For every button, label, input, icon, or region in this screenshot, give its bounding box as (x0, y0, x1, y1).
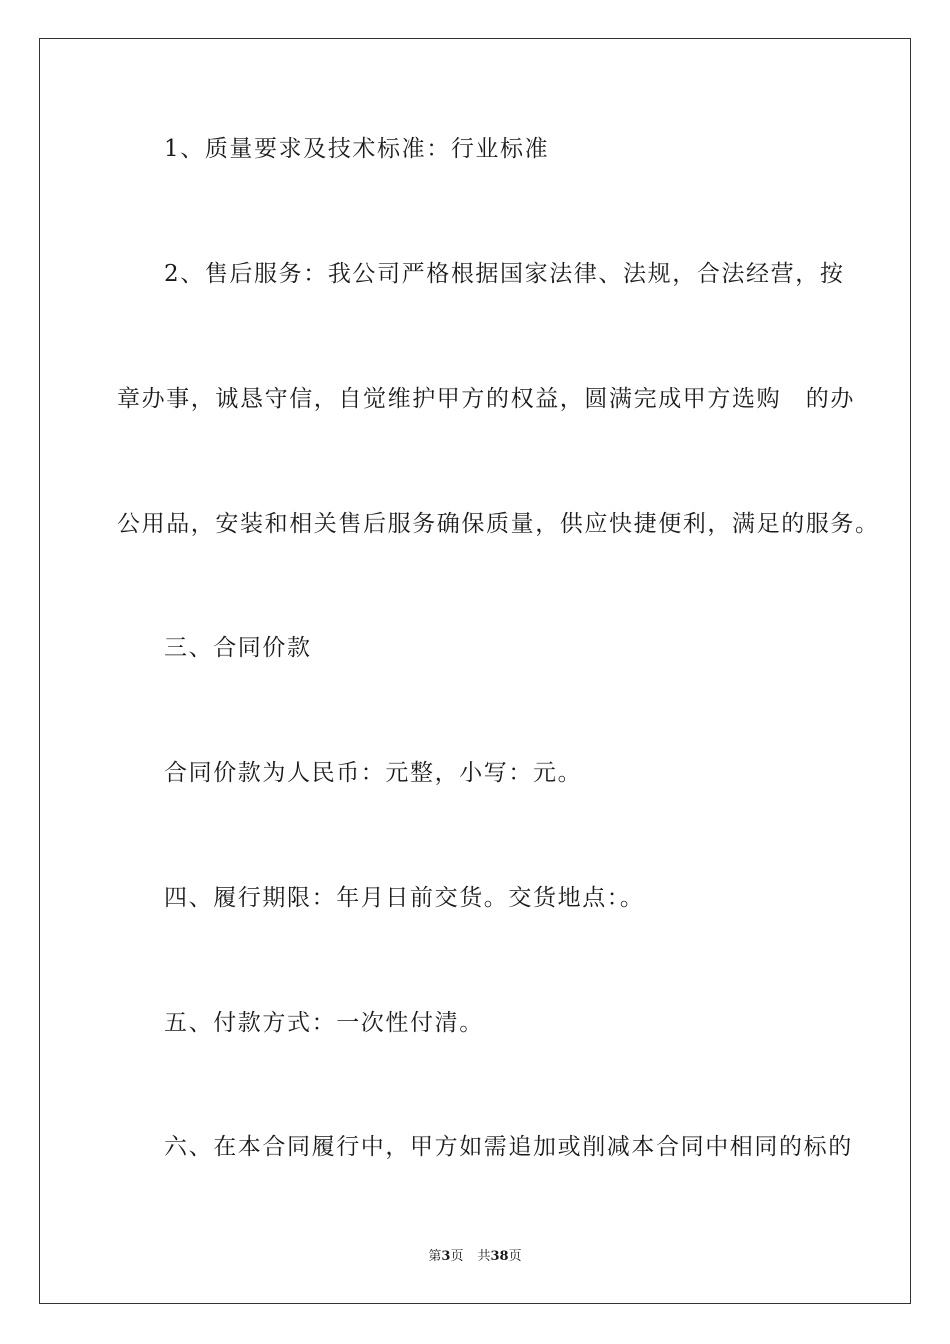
section-heading-contract-price: 三、合同价款 (164, 635, 312, 661)
footer-page-suffix: 页 (450, 1249, 464, 1264)
clause-performance-period: 四、履行期限：年月日前交货。交货地点：。 (164, 885, 645, 911)
clause-contract-adjustment: 六、在本合同履行中，甲方如需追加或削减本合同中相同的标的 (164, 1134, 853, 1160)
clause-after-sales-line-3: 公用品，安装和相关售后服务确保质量，供应快捷便利，满足的服务。 (117, 511, 880, 537)
clause-quality-standard: 1、质量要求及技术标准：行业标准 (164, 136, 550, 162)
footer-total-suffix: 页 (508, 1249, 522, 1264)
footer-total-pages: 38 (490, 1249, 509, 1264)
clause-after-sales-line-1: 2、售后服务：我公司严格根据国家法律、法规，合法经营，按 (164, 261, 845, 287)
footer-page-number: 3 (441, 1249, 451, 1264)
page-footer (0, 1248, 950, 1266)
footer-total-prefix: 共 (477, 1249, 491, 1264)
clause-after-sales-line-2: 章办事，诚恳守信，自觉维护甲方的权益，圆满完成甲方选购 的办 (117, 386, 855, 412)
page-border (39, 38, 911, 1304)
clause-payment-method: 五、付款方式：一次性付清。 (164, 1010, 484, 1036)
footer-page-prefix: 第 (428, 1249, 442, 1264)
clause-contract-price: 合同价款为人民币：元整，小写：元。 (164, 760, 583, 786)
